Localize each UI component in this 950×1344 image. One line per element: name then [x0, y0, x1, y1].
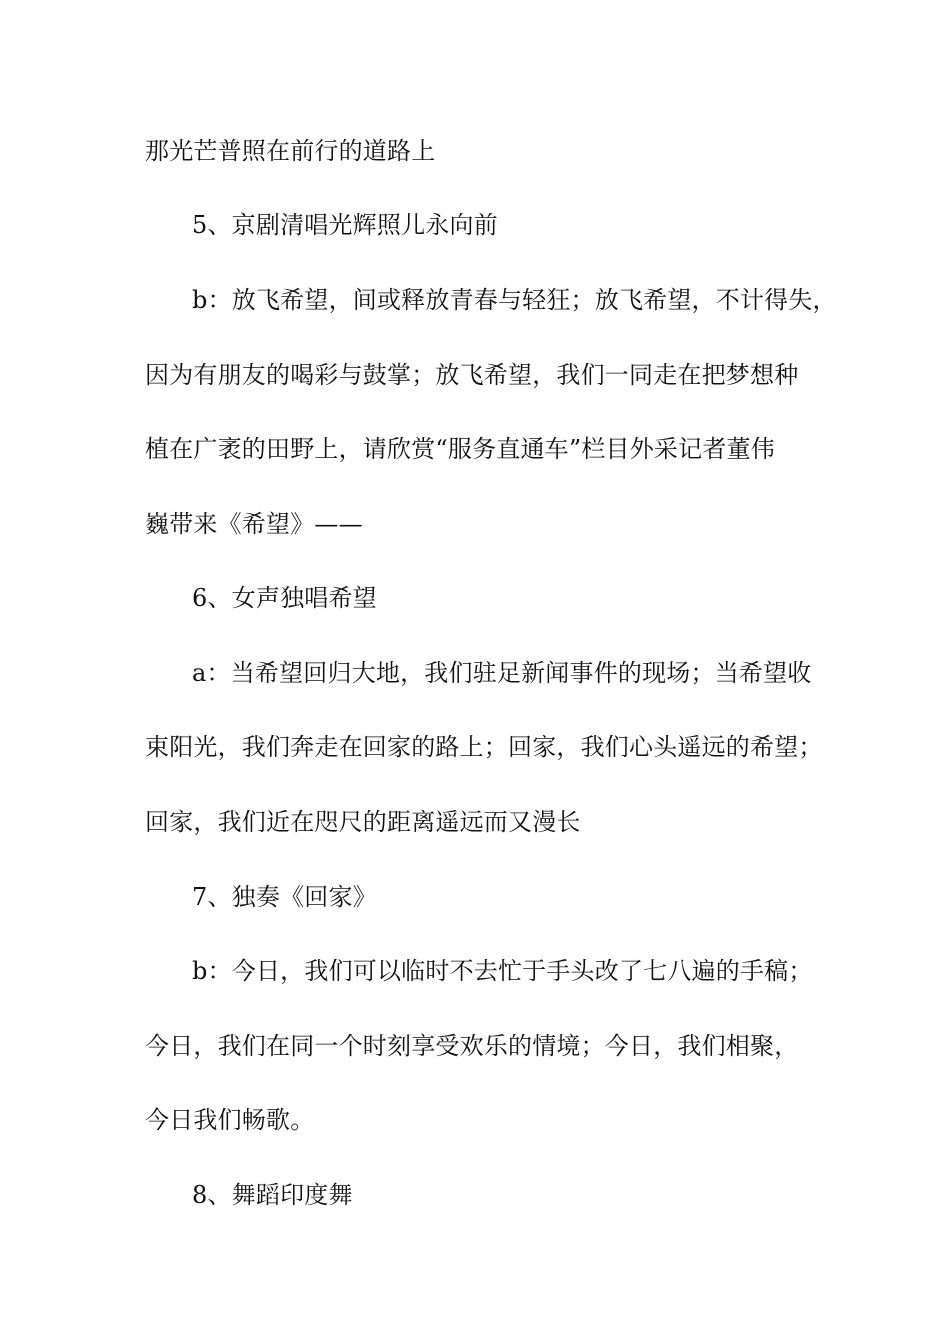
text-line: b：放飞希望，间或释放青春与轻狂；放飞希望，不计得失，	[192, 286, 837, 314]
program-item-heading: 5、京剧清唱光辉照儿永向前	[192, 211, 498, 239]
text-line: 回家，我们近在咫尺的距离遥远而又漫长	[145, 808, 581, 836]
text-line: 巍带来《希望》——	[145, 510, 363, 538]
text-line: 那光芒普照在前行的道路上	[145, 137, 436, 165]
text-line: 今日，我们在同一个时刻享受欢乐的情境；今日，我们相聚，	[145, 1032, 799, 1060]
program-item-heading: 8、舞蹈印度舞	[192, 1181, 353, 1209]
text-line: b：今日，我们可以临时不去忙于手头改了七八遍的手稿；	[192, 957, 813, 985]
text-line: a：当希望回归大地，我们驻足新闻事件的现场；当希望收	[192, 659, 812, 687]
program-item-heading: 7、独奏《回家》	[192, 883, 377, 911]
text-line: 束阳光，我们奔走在回家的路上；回家，我们心头遥远的希望；	[145, 733, 823, 761]
text-line: 植在广袤的田野上，请欣赏“服务直通车”栏目外采记者董伟	[145, 435, 775, 463]
text-line: 因为有朋友的喝彩与鼓掌；放飞希望，我们一同走在把梦想种	[145, 361, 799, 389]
program-item-heading: 6、女声独唱希望	[192, 584, 377, 612]
text-line: 今日我们畅歌。	[145, 1106, 315, 1134]
